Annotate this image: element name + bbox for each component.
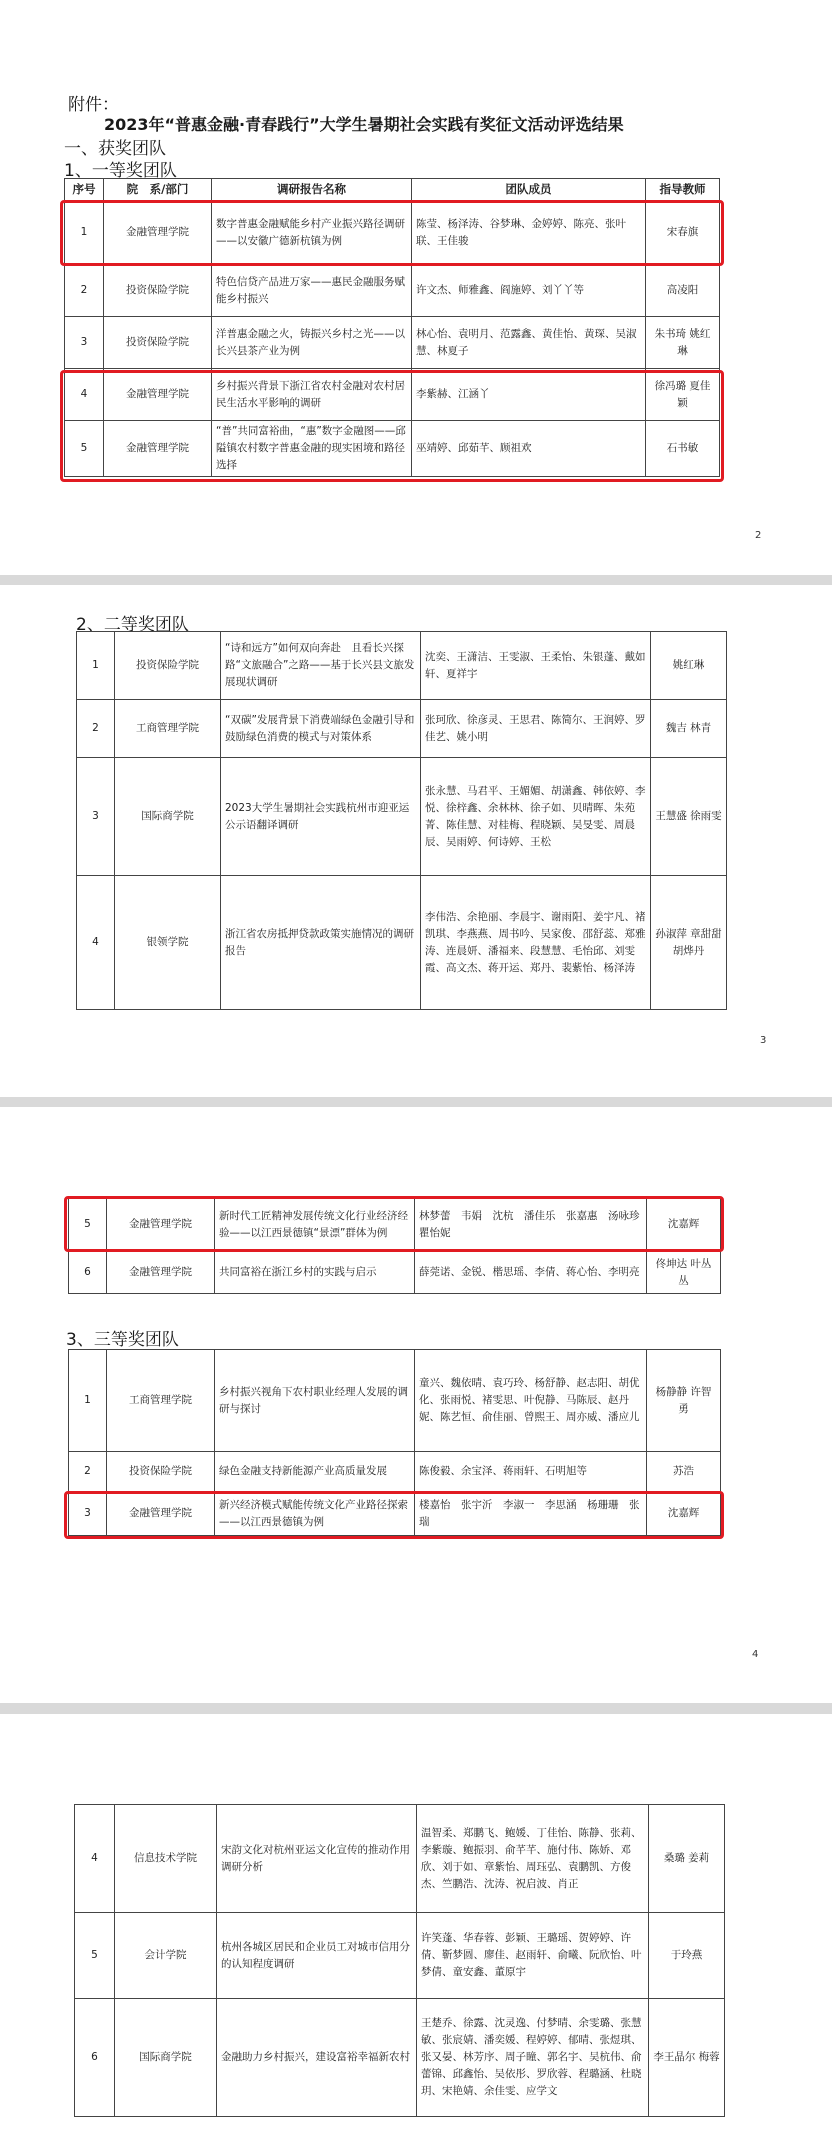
row-members: 张珂欣、徐彦灵、王思君、陈简尔、王润婷、罗佳艺、姚小明 bbox=[421, 700, 651, 758]
row-report: 浙江省农房抵押贷款政策实施情况的调研报告 bbox=[221, 876, 421, 1010]
row-dept: 信息技术学院 bbox=[115, 1805, 217, 1913]
row-members: 张永慧、马君平、王媚媚、胡潇鑫、韩依婷、李悦、徐梓鑫、余林林、徐子如、贝晴晖、朱苑菁、陈佳慧、对桂梅、程晓颖、吴旻雯、周晨辰、吴雨婷、何诗婷、王松 bbox=[421, 758, 651, 876]
table-row bbox=[75, 1913, 725, 1999]
row-dept: 金融管理学院 bbox=[104, 201, 212, 265]
row-no: 2 bbox=[69, 1452, 107, 1492]
third-prize-table-continued bbox=[74, 1804, 725, 2117]
row-teacher: 沈嘉辉 bbox=[647, 1492, 721, 1536]
row-dept: 金融管理学院 bbox=[104, 369, 212, 421]
row-teacher: 苏浩 bbox=[647, 1452, 721, 1492]
third-prize-table bbox=[68, 1349, 721, 1536]
first-prize-heading: 1、一等奖团队 bbox=[64, 161, 177, 181]
first-prize-table bbox=[64, 178, 720, 477]
row-no: 2 bbox=[65, 265, 104, 317]
third-prize-heading: 3、三等奖团队 bbox=[66, 1330, 179, 1350]
table-row bbox=[75, 1805, 725, 1913]
page-number: 3 bbox=[760, 1035, 767, 1046]
row-teacher: 李王晶尔 梅蓉 bbox=[649, 1999, 725, 2117]
row-teacher: 桑璐 姜莉 bbox=[649, 1805, 725, 1913]
table-row bbox=[69, 1350, 721, 1452]
row-no: 4 bbox=[75, 1805, 115, 1913]
row-members: 楼嘉怡 张宇沂 李淑一 李思涵 杨珊珊 张瑞 bbox=[415, 1492, 647, 1536]
table-row bbox=[65, 317, 720, 369]
table-row bbox=[69, 1452, 721, 1492]
row-members: 林心怡、袁明月、范露鑫、黄佳怡、黄琛、吴淑慧、林夏子 bbox=[412, 317, 646, 369]
row-report: 杭州各城区居民和企业员工对城市信用分的认知程度调研 bbox=[217, 1913, 417, 1999]
row-teacher: 徐冯璐 夏佳颖 bbox=[646, 369, 720, 421]
row-teacher: 佟坤达 叶丛丛 bbox=[647, 1252, 721, 1294]
row-no: 3 bbox=[69, 1492, 107, 1536]
row-report: 数字普惠金融赋能乡村产业振兴路径调研——以安徽广德新杭镇为例 bbox=[212, 201, 412, 265]
table-row bbox=[65, 369, 720, 421]
row-members: 李伟浩、余艳丽、李晨宇、谢雨阳、姜宇凡、褚凯琪、李燕燕、周书吟、吴家俊、邵舒蕊、郑雅涛、连晨妍、潘福来、段慧慧、毛怡邱、刘雯霞、高文杰、蒋开运、郑丹、裴紫怡、杨泽涛 bbox=[421, 876, 651, 1010]
row-dept: 工商管理学院 bbox=[107, 1350, 215, 1452]
row-no: 1 bbox=[77, 632, 115, 700]
row-report: 共同富裕在浙江乡村的实践与启示 bbox=[215, 1252, 415, 1294]
row-report: 宋韵文化对杭州亚运文化宣传的推动作用调研分析 bbox=[217, 1805, 417, 1913]
row-members: 许文杰、师雅鑫、阎施婷、刘丫丫等 bbox=[412, 265, 646, 317]
row-no: 5 bbox=[75, 1913, 115, 1999]
row-report: 绿色金融支持新能源产业高质量发展 bbox=[215, 1452, 415, 1492]
row-teacher: 姚红琳 bbox=[651, 632, 727, 700]
row-report: 乡村振兴背景下浙江省农村金融对农村居民生活水平影响的调研 bbox=[212, 369, 412, 421]
col-header-members: 团队成员 bbox=[412, 179, 646, 201]
document-title: 2023年“普惠金融·青春践行”大学生暑期社会实践有奖征文活动评选结果 bbox=[104, 115, 624, 134]
row-no: 1 bbox=[69, 1350, 107, 1452]
row-teacher: 沈嘉辉 bbox=[647, 1198, 721, 1252]
row-teacher: 王慧盛 徐雨雯 bbox=[651, 758, 727, 876]
row-teacher: 杨静静 许智勇 bbox=[647, 1350, 721, 1452]
row-members: 童兴、魏依晴、袁巧玲、杨舒静、赵志阳、胡优化、张雨悦、褚雯思、叶倪静、马陈辰、赵丹妮、陈艺恒、俞佳丽、曾熙王、周亦威、潘应儿 bbox=[415, 1350, 647, 1452]
row-dept: 投资保险学院 bbox=[104, 265, 212, 317]
table-header-row bbox=[65, 179, 720, 201]
section-heading-awards: 一、获奖团队 bbox=[64, 139, 166, 159]
row-teacher: 于玲燕 bbox=[649, 1913, 725, 1999]
row-no: 6 bbox=[75, 1999, 115, 2117]
row-report: 2023大学生暑期社会实践杭州市迎亚运公示语翻译调研 bbox=[221, 758, 421, 876]
document-page-1 bbox=[0, 0, 832, 575]
document-page-3 bbox=[0, 1107, 832, 1703]
table-row bbox=[69, 1492, 721, 1536]
row-teacher: 石书敏 bbox=[646, 421, 720, 477]
page-number: 4 bbox=[752, 1649, 759, 1660]
row-report: 新兴经济模式赋能传统文化产业路径探索——以江西景德镇为例 bbox=[215, 1492, 415, 1536]
table-row bbox=[77, 876, 727, 1010]
row-teacher: 高凌阳 bbox=[646, 265, 720, 317]
table-row bbox=[77, 700, 727, 758]
row-no: 5 bbox=[69, 1198, 107, 1252]
row-members: 陈俊毅、余宝泽、蒋雨轩、石明旭等 bbox=[415, 1452, 647, 1492]
row-no: 3 bbox=[77, 758, 115, 876]
row-members: 沈奕、王潇洁、王雯淑、王柔怡、朱银蓬、戴如轩、夏祥宇 bbox=[421, 632, 651, 700]
row-report: 乡村振兴视角下农村职业经理人发展的调研与探讨 bbox=[215, 1350, 415, 1452]
row-dept: 金融管理学院 bbox=[104, 421, 212, 477]
second-prize-table bbox=[76, 631, 727, 1010]
row-members: 林梦蕾 韦娟 沈杭 潘佳乐 张嘉惠 汤咏珍 瞿怡妮 bbox=[415, 1198, 647, 1252]
row-report: 新时代工匠精神发展传统文化行业经济经验——以江西景德镇“景漂”群体为例 bbox=[215, 1198, 415, 1252]
table-row bbox=[69, 1252, 721, 1294]
row-dept: 投资保险学院 bbox=[115, 632, 221, 700]
page-number: 2 bbox=[755, 530, 762, 541]
row-members: 王楚乔、徐露、沈灵逸、付梦晴、余雯璐、张慧敏、张宸婧、潘奕媛、程婷婷、郁晴、张煜琪、张又晏、林芳序、周子瞳、郭名宇、吴杭伟、俞蕾锦、邱鑫怡、吴依彤、罗欣蓉、程璐涵、杜晓玥、宋艳婧、余佳雯、应学文 bbox=[417, 1999, 649, 2117]
row-report: “普”共同富裕曲，“惠”数字金融图——邱隘镇农村数字普惠金融的现实困境和路径选择 bbox=[212, 421, 412, 477]
row-no: 4 bbox=[65, 369, 104, 421]
row-no: 2 bbox=[77, 700, 115, 758]
second-prize-table-continued bbox=[68, 1197, 721, 1294]
row-members: 李紫赫、江涵丫 bbox=[412, 369, 646, 421]
row-dept: 金融管理学院 bbox=[107, 1252, 215, 1294]
row-no: 3 bbox=[65, 317, 104, 369]
row-no: 6 bbox=[69, 1252, 107, 1294]
row-report: 金融助力乡村振兴，建设富裕幸福新农村 bbox=[217, 1999, 417, 2117]
row-dept: 银领学院 bbox=[115, 876, 221, 1010]
row-dept: 工商管理学院 bbox=[115, 700, 221, 758]
table-row bbox=[69, 1198, 721, 1252]
table-row bbox=[65, 421, 720, 477]
row-teacher: 魏吉 林青 bbox=[651, 700, 727, 758]
row-dept: 国际商学院 bbox=[115, 1999, 217, 2117]
table-row bbox=[75, 1999, 725, 2117]
col-header-no: 序号 bbox=[65, 179, 104, 201]
col-header-teacher: 指导教师 bbox=[646, 179, 720, 201]
row-dept: 金融管理学院 bbox=[107, 1492, 215, 1536]
row-no: 5 bbox=[65, 421, 104, 477]
col-header-dept: 院 系/部门 bbox=[104, 179, 212, 201]
table-row bbox=[77, 758, 727, 876]
row-teacher: 宋春旗 bbox=[646, 201, 720, 265]
document-page-2 bbox=[0, 585, 832, 1097]
row-dept: 会计学院 bbox=[115, 1913, 217, 1999]
row-no: 4 bbox=[77, 876, 115, 1010]
row-members: 温智柔、郑鹏飞、鲍媛、丁佳怡、陈静、张莉、李紫璇、鲍振羽、俞芊芊、施付伟、陈娇、邓欣、刘于如、章紫怡、周珏弘、袁鹏凯、方俊杰、竺鹏浩、沈涛、祝启波、肖正 bbox=[417, 1805, 649, 1913]
row-members: 巫靖婷、邱茹芊、顾祖欢 bbox=[412, 421, 646, 477]
row-dept: 投资保险学院 bbox=[107, 1452, 215, 1492]
row-dept: 国际商学院 bbox=[115, 758, 221, 876]
row-members: 许笑蓬、华春蓉、彭颖、王璐瑶、贺婷婷、许倩、靳梦圆、廖佳、赵雨轩、俞曦、阮欣怡、叶梦倩、童安鑫、董原宇 bbox=[417, 1913, 649, 1999]
row-teacher: 朱书琦 姚红琳 bbox=[646, 317, 720, 369]
row-members: 陈莹、杨泽涛、谷梦琳、金婷婷、陈亮、张叶联、王佳骏 bbox=[412, 201, 646, 265]
row-report: “诗和远方”如何双向奔赴 且看长兴探路“文旅融合”之路——基于长兴县文旅发展现状调研 bbox=[221, 632, 421, 700]
row-report: 特色信贷产品进万家——惠民金融服务赋能乡村振兴 bbox=[212, 265, 412, 317]
row-report: 洋普惠金融之火，铸振兴乡村之光——以长兴县茶产业为例 bbox=[212, 317, 412, 369]
second-prize-heading: 2、二等奖团队 bbox=[76, 615, 189, 635]
row-dept: 投资保险学院 bbox=[104, 317, 212, 369]
row-teacher: 孙淑萍 章甜甜 胡烨丹 bbox=[651, 876, 727, 1010]
document-page-4 bbox=[0, 1714, 832, 2132]
row-no: 1 bbox=[65, 201, 104, 265]
table-row bbox=[77, 632, 727, 700]
col-header-report: 调研报告名称 bbox=[212, 179, 412, 201]
attachment-label: 附件： bbox=[68, 95, 119, 115]
row-report: “双碳”发展背景下消费端绿色金融引导和鼓励绿色消费的模式与对策体系 bbox=[221, 700, 421, 758]
row-dept: 金融管理学院 bbox=[107, 1198, 215, 1252]
table-row bbox=[65, 265, 720, 317]
table-row bbox=[65, 201, 720, 265]
row-members: 薛莞诺、金锐、楷思瑶、李倩、蒋心怡、李明亮 bbox=[415, 1252, 647, 1294]
